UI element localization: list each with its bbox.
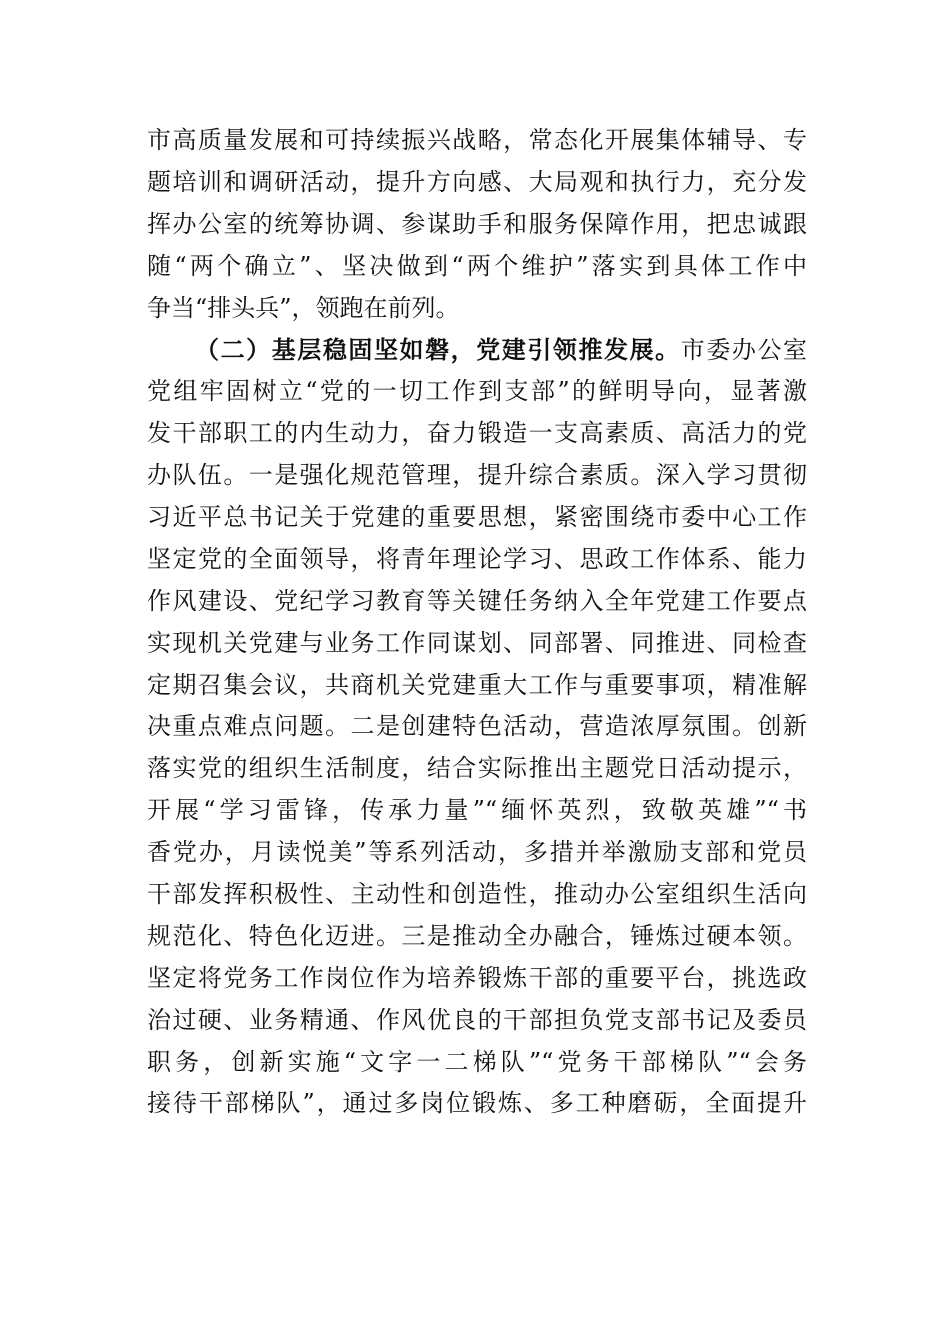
text-line: 挥办公室的统筹协调、参谋助手和服务保障作用，把忠诚跟: [147, 209, 807, 238]
text-line: 实现机关党建与业务工作同谋划、同部署、同推进、同检查: [147, 628, 807, 657]
text-line: 开展“学习雷锋，传承力量”“缅怀英烈，致敬英雄”“书: [147, 796, 807, 825]
text-line: 党组牢固树立“党的一切工作到支部”的鲜明导向，显著激: [147, 377, 807, 406]
text-line: 香党办，月读悦美”等系列活动，多措并举激励支部和党员: [147, 838, 807, 867]
text-line: 题培训和调研活动，提升方向感、大局观和执行力，充分发: [147, 167, 807, 196]
text-line: 接待干部梯队”，通过多岗位锻炼、多工种磨砺，全面提升: [147, 1089, 807, 1118]
text-segment: 市委办公室: [680, 336, 807, 365]
section-heading: （二）基层稳固坚如磐，党建引领推发展。: [195, 335, 681, 365]
text-line: 作风建设、党纪学习教育等关键任务纳入全年党建工作要点: [147, 586, 807, 615]
text-line: 发干部职工的内生动力，奋力锻造一支高素质、高活力的党: [147, 419, 807, 448]
text-line: 定期召集会议，共商机关党建重大工作与重要事项，精准解: [147, 670, 807, 699]
text-line: 干部发挥积极性、主动性和创造性，推动办公室组织生活向: [147, 880, 807, 909]
text-line: 落实党的组织生活制度，结合实际推出主题党日活动提示，: [147, 754, 807, 783]
text-line: 办队伍。一是强化规范管理，提升综合素质。深入学习贯彻: [147, 461, 807, 490]
text-line: 治过硬、业务精通、作风优良的干部担负党支部书记及委员: [147, 1005, 807, 1034]
text-line: 随“两个确立”、坚决做到“两个维护”落实到具体工作中: [147, 251, 807, 280]
paragraph-2: [147, 329, 807, 1125]
text-line: 争当“排头兵”，领跑在前列。: [147, 293, 460, 322]
text-line: 决重点难点问题。二是创建特色活动，营造浓厚氛围。创新: [147, 712, 807, 741]
document-body: [147, 120, 807, 1125]
text-line: 规范化、特色化迈进。三是推动全办融合，锤炼过硬本领。: [147, 921, 807, 950]
text-line: 坚定将党务工作岗位作为培养锻炼干部的重要平台，挑选政: [147, 963, 807, 992]
text-line: 坚定党的全面领导，将青年理论学习、思政工作体系、能力: [147, 544, 807, 573]
text-line: 市高质量发展和可持续振兴战略，常态化开展集体辅导、专: [147, 126, 807, 154]
paragraph-first-line: [147, 329, 807, 371]
paragraph-1: [147, 120, 807, 329]
text-line: 习近平总书记关于党建的重要思想，紧密围绕市委中心工作: [147, 503, 807, 532]
text-line: 职务，创新实施“文字一二梯队”“党务干部梯队”“会务: [147, 1047, 807, 1076]
